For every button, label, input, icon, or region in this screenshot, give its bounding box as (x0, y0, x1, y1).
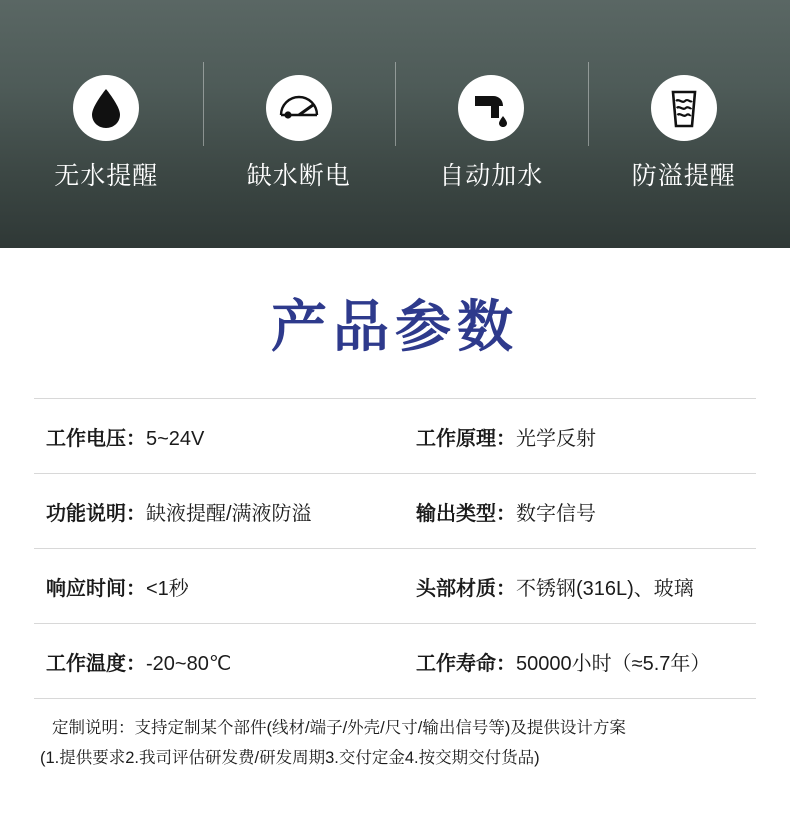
spec-value: 不锈钢(316L)、玻璃 (516, 577, 694, 600)
gauge-meter-icon (266, 75, 332, 141)
feature-label: 无水提醒 (54, 162, 159, 190)
feature-label: 防溢提醒 (631, 162, 736, 190)
feature-item-auto-refill (395, 0, 588, 248)
spec-cell-voltage (34, 422, 412, 451)
table-row (34, 398, 756, 474)
spec-key: 工作寿命： (416, 652, 516, 675)
customization-note (34, 713, 756, 773)
spec-key: 工作温度： (46, 652, 146, 675)
spec-cell-principle (412, 422, 756, 451)
spec-cell-lifetime (412, 647, 756, 676)
spec-table (34, 398, 756, 699)
spec-value: 数字信号 (516, 502, 596, 525)
spec-cell-head-material (412, 572, 756, 601)
spec-cell-function (34, 497, 412, 526)
spec-cell-output-type (412, 497, 756, 526)
feature-label: 自动加水 (439, 162, 544, 190)
spec-key: 工作原理： (416, 427, 516, 450)
feature-item-power-cut (203, 0, 396, 248)
table-row (34, 549, 756, 624)
feature-item-no-water-alert (10, 0, 203, 248)
note-line-2: (1.提供要求2.我司评估研发费/研发周期3.交付定金4.按交期交付货品) (40, 749, 540, 767)
faucet-drip-icon (458, 75, 524, 141)
spec-key: 工作电压： (46, 427, 146, 450)
spec-key: 功能说明： (46, 502, 146, 525)
spec-value: 光学反射 (516, 427, 596, 450)
title-section (0, 248, 790, 398)
table-row (34, 474, 756, 549)
spec-key: 头部材质： (416, 577, 516, 600)
spec-cell-temperature (34, 647, 412, 676)
table-row (34, 624, 756, 699)
spec-key: 输出类型： (416, 502, 516, 525)
spec-value: <1秒 (146, 577, 189, 600)
full-glass-icon (651, 75, 717, 141)
feature-row (0, 0, 790, 248)
spec-value: 缺液提醒/满液防溢 (146, 502, 312, 525)
water-drop-icon (73, 75, 139, 141)
spec-cell-response-time (34, 572, 412, 601)
feature-label: 缺水断电 (246, 162, 351, 190)
spec-value: 50000小时（≈5.7年） (516, 652, 711, 675)
spec-key: 响应时间： (46, 577, 146, 600)
feature-item-overflow-alert (588, 0, 781, 248)
page-title: 产品参数 (271, 295, 519, 360)
note-line-1: 定制说明：支持定制某个部件(线材/端子/外壳/尺寸/输出信号等)及提供设计方案 (52, 719, 626, 737)
spec-value: -20~80℃ (146, 652, 232, 675)
spec-value: 5~24V (146, 427, 205, 450)
feature-band (0, 0, 790, 248)
